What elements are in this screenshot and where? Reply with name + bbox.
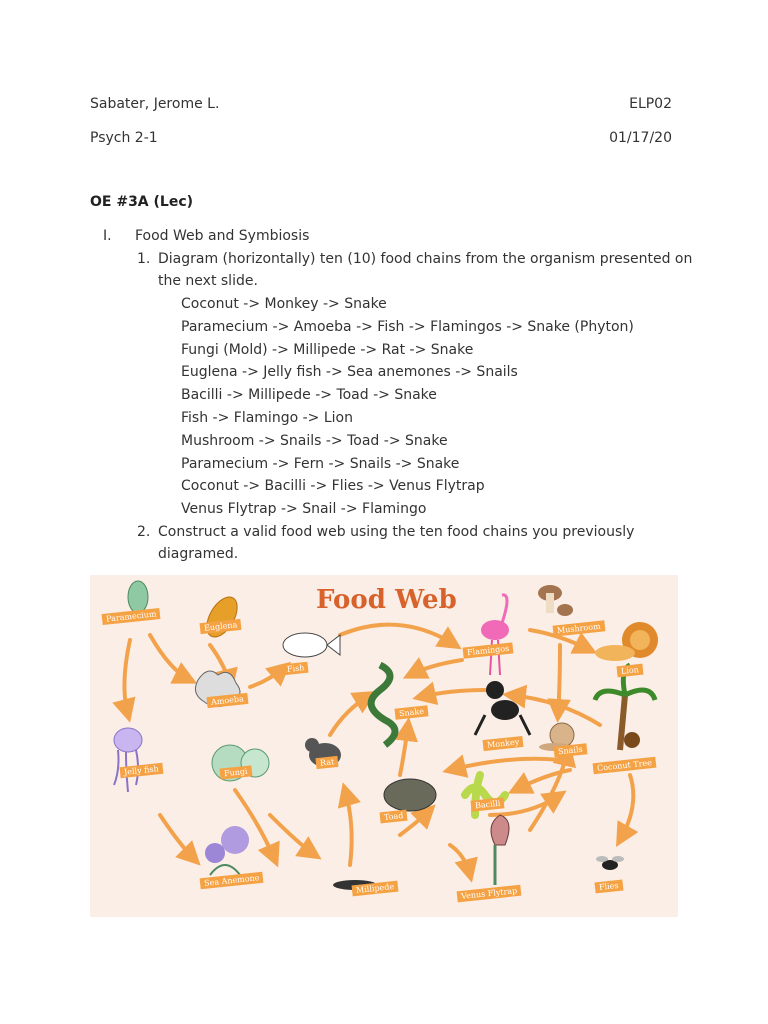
arrow-monkey-snake [420, 690, 485, 697]
roman-numeral: I. [103, 228, 112, 244]
fish-icon [283, 633, 340, 657]
food-chain: Fungi (Mold) -> Millipede -> Rat -> Snake [181, 342, 474, 358]
label-snake: Snake [395, 705, 429, 719]
food-chain: Venus Flytrap -> Snail -> Flamingo [181, 501, 427, 517]
arrow-amoeba-fish [250, 667, 285, 687]
label-monkey: Monkey [483, 736, 524, 751]
euglena-icon [201, 592, 244, 642]
paramecium-icon [128, 581, 148, 613]
assignment-title: OE #3A (Lec) [90, 194, 194, 210]
label-sea-anemone: Sea Anemone [200, 872, 264, 890]
label-flies: Flies [595, 880, 624, 894]
food-chain: Paramecium -> Amoeba -> Fish -> Flamingos -> Snake (Phyton) [181, 319, 634, 335]
toad-icon [384, 779, 436, 811]
food-web-image [90, 575, 678, 917]
arrow-fish-flamingos [340, 625, 455, 645]
section-heading: Food Web and Symbiosis [135, 228, 310, 244]
label-euglena: Euglena [200, 619, 242, 634]
label-fungi: Fungi [220, 765, 253, 779]
label-snails: Snails [554, 743, 588, 757]
label-venus-flytrap: Venus Flytrap [457, 885, 522, 903]
label-fish: Fish [282, 662, 308, 676]
arrow-paramecium-jellyfish [124, 640, 130, 715]
snake-icon [371, 665, 395, 745]
label-amoeba: Amoeba [207, 693, 249, 708]
arrow-toad-snake [400, 725, 408, 775]
food-chain: Paramecium -> Fern -> Snails -> Snake [181, 456, 460, 472]
item-2-number: 2. [137, 524, 151, 540]
item-1-line-2: the next slide. [158, 273, 258, 289]
mushroom-icon [538, 585, 573, 616]
arrow-coconut-flies [620, 775, 633, 840]
food-chain: Mushroom -> Snails -> Toad -> Snake [181, 433, 448, 449]
label-mushroom: Mushroom [553, 620, 606, 636]
arrow-snails-toad [450, 759, 560, 770]
label-rat: Rat [315, 756, 338, 769]
label-coconut-tree: Coconut Tree [593, 757, 657, 775]
arrow-bacilli-flytrap [450, 845, 470, 875]
arrow-flytrap-snail [530, 750, 568, 830]
label-bacilli: Bacilli [471, 797, 505, 811]
label-flamingos: Flamingos [463, 642, 514, 658]
item-1-line-1: Diagram (horizontally) ten (10) food chains from the organism presented on [158, 251, 693, 267]
date: 01/17/20 [609, 130, 672, 146]
arrow-flamingos-snake [410, 660, 462, 675]
flies-icon [596, 856, 624, 870]
arrow-paramecium-amoeba [150, 635, 190, 680]
section-label: Psych 2-1 [90, 130, 158, 146]
sea-anemone-icon [205, 826, 249, 875]
food-chain: Coconut -> Bacilli -> Flies -> Venus Flytrap [181, 478, 485, 494]
arrow-rat-snake [330, 695, 370, 735]
food-chain: Euglena -> Jelly fish -> Sea anemones -> Snails [181, 364, 518, 380]
food-chain: Bacilli -> Millipede -> Toad -> Snake [181, 387, 437, 403]
item-2-line-2: diagramed. [158, 546, 239, 562]
label-millipede: Millipede [352, 881, 399, 897]
course-code: ELP02 [629, 96, 672, 112]
label-lion: Lion [616, 664, 643, 678]
arrow-fungi-millipede-2 [270, 815, 315, 855]
item-2-line-1: Construct a valid food web using the ten food chains you previously [158, 524, 635, 540]
student-name: Sabater, Jerome L. [90, 96, 220, 112]
food-chain: Coconut -> Monkey -> Snake [181, 296, 387, 312]
item-1-number: 1. [137, 251, 151, 267]
arrow-millipede-rat [345, 790, 352, 865]
flamingo-icon [481, 595, 509, 675]
arrow-jellyfish-anemone [160, 815, 195, 860]
food-web-title: Food Web [316, 585, 457, 615]
label-toad: Toad [380, 810, 408, 824]
label-jellyfish: Jelly fish [120, 763, 164, 778]
coconut-tree-icon [595, 665, 655, 750]
venus-flytrap-icon [491, 815, 509, 885]
jellyfish-icon [114, 728, 142, 792]
food-chain: Fish -> Flamingo -> Lion [181, 410, 353, 426]
label-paramecium: Paramecium [102, 608, 161, 625]
